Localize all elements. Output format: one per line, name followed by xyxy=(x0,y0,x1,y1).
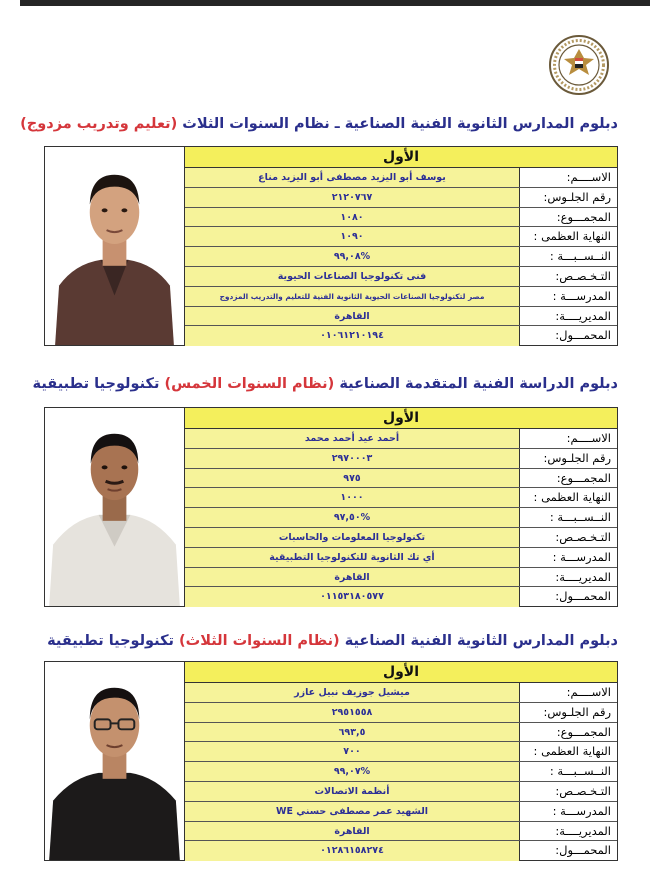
row-name xyxy=(185,683,617,703)
student-photo xyxy=(45,147,185,345)
value-percentage: %٩٩,٠٧ xyxy=(185,762,519,781)
title-extra: تكنولوجيا تطبيقية xyxy=(32,376,160,392)
value-specialty: تكنولوجيا المعلومات والحاسبات xyxy=(185,528,519,547)
label-mobile: المحمـــول: xyxy=(519,326,617,346)
value-seat-number: ٢٩٧٠٠٠٣ xyxy=(185,449,519,468)
row-specialty xyxy=(185,267,617,287)
student-card xyxy=(44,407,618,607)
student-photo xyxy=(45,662,185,860)
row-max xyxy=(185,227,617,247)
info-table xyxy=(185,147,617,345)
row-percent xyxy=(185,762,617,782)
value-name: أحمد عيد أحمد محمد xyxy=(185,429,519,448)
row-specialty xyxy=(185,528,617,548)
value-directorate: القاهرة xyxy=(185,307,519,326)
row-seat xyxy=(185,703,617,723)
value-max-score: ٧٠٠ xyxy=(185,742,519,761)
value-mobile: ٠١٢٨٦١٥٨٢٧٤ xyxy=(185,841,519,861)
row-mobile xyxy=(185,587,617,607)
top-border xyxy=(20,0,650,6)
row-directorate xyxy=(185,568,617,588)
label-total: المجمـــوع: xyxy=(519,723,617,742)
student-photo xyxy=(45,408,185,606)
label-name: الاســــم: xyxy=(519,683,617,702)
row-seat xyxy=(185,449,617,469)
title-sub: (تعليم وتدريب مزدوج) xyxy=(20,116,178,132)
row-directorate xyxy=(185,822,617,842)
value-max-score: ١٠٩٠ xyxy=(185,227,519,246)
label-school: المدرســـة : xyxy=(519,548,617,567)
label-percentage: النــســبـــة : xyxy=(519,508,617,527)
label-directorate: المديريــــة: xyxy=(519,822,617,841)
row-total xyxy=(185,469,617,489)
title-sub: (نظام السنوات الخمس) xyxy=(164,376,335,392)
value-mobile: ٠١٠٦١٢١٠١٩٤ xyxy=(185,326,519,346)
value-max-score: ١٠٠٠ xyxy=(185,488,519,507)
row-name xyxy=(185,429,617,449)
title-main: دبلوم المدارس الثانوية الفنية الصناعية ـ نظام السنوات الثلاث xyxy=(182,116,618,132)
value-school: أي تك الثانوية للتكنولوجيا التطبيقية xyxy=(185,548,519,567)
label-name: الاســــم: xyxy=(519,429,617,448)
value-specialty: أنظمة الاتصالات xyxy=(185,782,519,801)
value-percentage: %٩٩,٠٨ xyxy=(185,247,519,266)
row-max xyxy=(185,488,617,508)
value-percentage: %٩٧,٥٠ xyxy=(185,508,519,527)
row-total xyxy=(185,723,617,743)
section-title xyxy=(32,373,618,395)
label-total: المجمـــوع: xyxy=(519,469,617,488)
rank-header: الأول xyxy=(185,408,617,429)
label-school: المدرســـة : xyxy=(519,802,617,821)
label-name: الاســــم: xyxy=(519,168,617,187)
label-specialty: التـخـصـص: xyxy=(519,267,617,286)
label-mobile: المحمـــول: xyxy=(519,841,617,861)
label-specialty: التـخـصـص: xyxy=(519,528,617,547)
label-specialty: التـخـصـص: xyxy=(519,782,617,801)
label-school: المدرســـة : xyxy=(519,287,617,306)
student-card xyxy=(44,146,618,346)
value-school: مصر لتكنولوجيا الصناعات الحيوية الثانوية الفنية للتعليم والتدريب المزدوج xyxy=(185,287,519,306)
value-mobile: ٠١١٥٣١٨٠٥٧٧ xyxy=(185,587,519,607)
label-percentage: النــســبـــة : xyxy=(519,762,617,781)
value-directorate: القاهرة xyxy=(185,568,519,587)
rank-header: الأول xyxy=(185,662,617,683)
title-extra: تكنولوجيا تطبيقية xyxy=(47,633,174,649)
row-percent xyxy=(185,508,617,528)
row-school xyxy=(185,548,617,568)
row-name xyxy=(185,168,617,188)
row-seat xyxy=(185,188,617,208)
info-table xyxy=(185,408,617,606)
label-seat-number: رقم الجلـوس: xyxy=(519,449,617,468)
row-total xyxy=(185,208,617,228)
label-percentage: النــســبـــة : xyxy=(519,247,617,266)
title-main: دبلوم الدراسة الفنية المتقدمة الصناعية xyxy=(339,376,618,392)
value-total: ٩٧٥ xyxy=(185,469,519,488)
row-max xyxy=(185,742,617,762)
label-mobile: المحمـــول: xyxy=(519,587,617,607)
section-title xyxy=(44,630,618,652)
label-max-score: النهاية العظمى : xyxy=(519,488,617,507)
row-school xyxy=(185,802,617,822)
title-sub: (نظام السنوات الثلاث) xyxy=(179,633,340,649)
label-directorate: المديريــــة: xyxy=(519,307,617,326)
row-school xyxy=(185,287,617,307)
label-directorate: المديريــــة: xyxy=(519,568,617,587)
label-seat-number: رقم الجلـوس: xyxy=(519,703,617,722)
value-total: ٦٩٣,٥ xyxy=(185,723,519,742)
value-name: ميشيل جوزيف نبيل عازر xyxy=(185,683,519,702)
row-mobile xyxy=(185,326,617,346)
value-school: الشهيد عمر مصطفى حسني WE xyxy=(185,802,519,821)
row-directorate xyxy=(185,307,617,327)
student-card xyxy=(44,661,618,861)
rank-header: الأول xyxy=(185,147,617,168)
row-percent xyxy=(185,247,617,267)
title-main: دبلوم المدارس الثانوية الفنية الصناعية xyxy=(344,633,618,649)
value-directorate: القاهرة xyxy=(185,822,519,841)
value-seat-number: ٢٩٥١٥٥٨ xyxy=(185,703,519,722)
info-table xyxy=(185,662,617,860)
row-specialty xyxy=(185,782,617,802)
value-total: ١٠٨٠ xyxy=(185,208,519,227)
label-max-score: النهاية العظمى : xyxy=(519,227,617,246)
label-max-score: النهاية العظمى : xyxy=(519,742,617,761)
value-name: يوسف أبو اليزيد مصطفى أبو اليزيد مناع xyxy=(185,168,519,187)
value-seat-number: ٢١٢٠٧٦٧ xyxy=(185,188,519,207)
ministry-seal-logo xyxy=(548,34,610,96)
label-total: المجمـــوع: xyxy=(519,208,617,227)
value-specialty: فنى تكنولوجيا الصناعات الحيوية xyxy=(185,267,519,286)
label-seat-number: رقم الجلـوس: xyxy=(519,188,617,207)
section-title xyxy=(20,113,618,135)
row-mobile xyxy=(185,841,617,861)
